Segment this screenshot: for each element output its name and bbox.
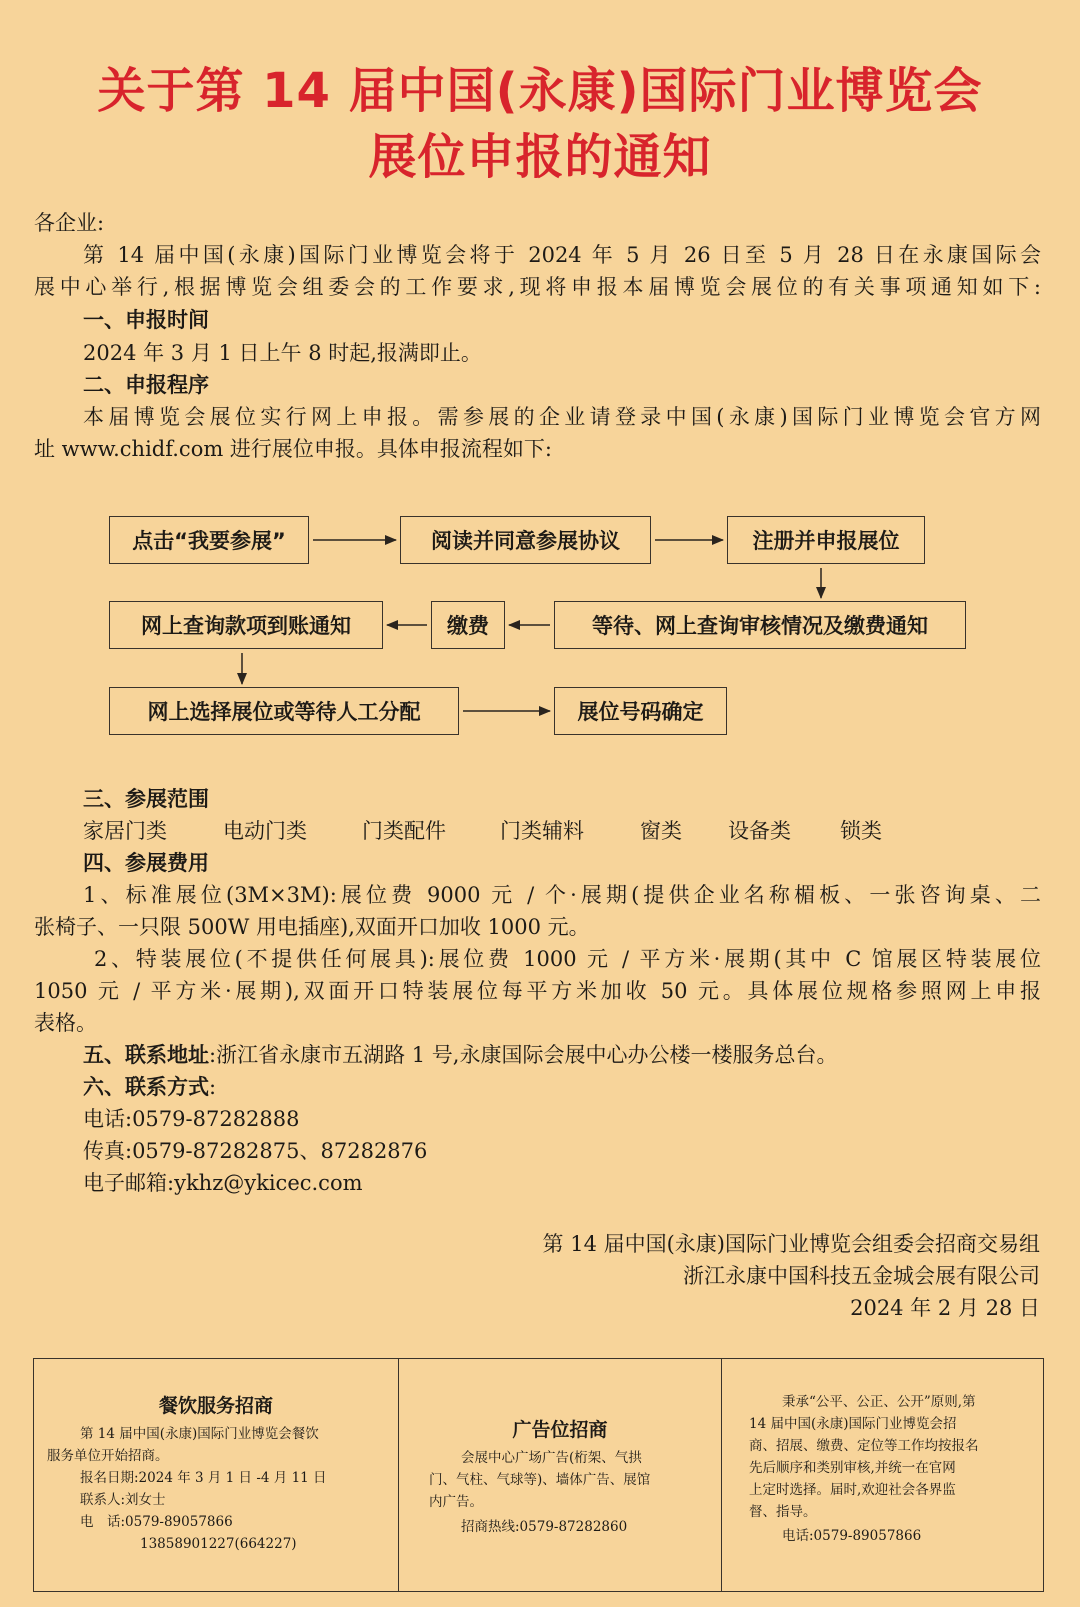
principle-line4: 先后顺序和类别审核,并统一在官网 — [749, 1460, 956, 1476]
category-item: 窗类 — [640, 819, 682, 843]
principle-line6: 督、指导。 — [749, 1504, 817, 1520]
catering-mobile: 13858901227(664227) — [140, 1536, 297, 1552]
catering-phone: 电 话:0579-89057866 — [80, 1514, 233, 1530]
fee-item2-line1: 2、特装展位(不提供任何展具):展位费 1000 元 / 平方米·展期(其中 C 馆展区特装展位 — [94, 947, 1041, 971]
flow-step-check-payment: 网上查询款项到账通知 — [109, 601, 383, 649]
catering-panel — [34, 1359, 399, 1591]
fee-item2-line2: 1050 元 / 平方米·展期),双面开口特装展位每平方米加收 50 元。具体展位规格参照网上申报 — [34, 979, 1041, 1003]
flow-step-select-booth: 网上选择展位或等待人工分配 — [109, 687, 459, 735]
flow-step-register: 注册并申报展位 — [727, 516, 925, 564]
fee-item2-line3: 表格。 — [34, 1011, 97, 1035]
section4-heading: 四、参展费用 — [83, 851, 209, 875]
page-title-line2: 展位申报的通知 — [368, 129, 712, 185]
section6-colon: : — [209, 1075, 217, 1099]
signature-org1: 第 14 届中国(永康)国际门业博览会组委会招商交易组 — [542, 1232, 1040, 1256]
signature-date: 2024 年 2 月 28 日 — [850, 1296, 1040, 1320]
flow-step-payment: 缴费 — [431, 601, 505, 649]
ads-line1: 会展中心广场广告(桁架、气拱 — [461, 1450, 642, 1466]
contact-fax: 传真:0579-87282875、87282876 — [83, 1139, 428, 1163]
intro-line1: 第 14 届中国(永康)国际门业博览会将于 2024 年 5 月 26 日至 5 月 28 日在永康国际会 — [83, 243, 1041, 267]
principle-line2: 14 届中国(永康)国际门业博览会招 — [749, 1416, 957, 1432]
ads-hotline: 招商热线:0579-87282860 — [461, 1519, 628, 1535]
category-item: 家居门类 — [83, 819, 167, 843]
catering-line1: 第 14 届中国(永康)国际门业博览会餐饮 — [80, 1426, 319, 1442]
section2-heading: 二、申报程序 — [83, 373, 209, 397]
principle-phone: 电话:0579-89057866 — [782, 1528, 922, 1544]
principle-line1: 秉承“公平、公正、公开”原则,第 — [782, 1394, 976, 1410]
ads-line3: 内广告。 — [429, 1494, 483, 1510]
ads-line2: 门、气柱、气球等)、墙体广告、展馆 — [429, 1472, 651, 1488]
section2-line1: 本届博览会展位实行网上申报。需参展的企业请登录中国(永康)国际门业博览会官方网 — [83, 405, 1041, 429]
ads-panel — [399, 1359, 722, 1591]
section1-heading: 一、申报时间 — [83, 308, 209, 332]
bottom-info-panel — [33, 1358, 1044, 1592]
catering-title: 餐饮服务招商 — [158, 1395, 273, 1417]
fee-item1-line1: 1、标准展位(3M×3M):展位费 9000 元 / 个·展期(提供企业名称楣板、一张咨询桌、二 — [83, 883, 1041, 907]
salutation: 各企业: — [34, 211, 105, 235]
flow-step-wait-review: 等待、网上查询审核情况及缴费通知 — [554, 601, 966, 649]
category-item: 门类配件 — [362, 819, 446, 843]
section6-line — [83, 1072, 216, 1102]
intro-line2: 展中心举行,根据博览会组委会的工作要求,现将申报本届博览会展位的有关事项通知如下: — [34, 275, 1041, 299]
section5-heading: 五、联系地址 — [83, 1043, 209, 1067]
flow-step-click-apply: 点击“我要参展” — [109, 516, 309, 564]
category-item: 电动门类 — [223, 819, 307, 843]
signature-org2: 浙江永康中国科技五金城会展有限公司 — [683, 1264, 1040, 1288]
fee-item1-line2: 张椅子、一只限 500W 用电插座),双面开口加收 1000 元。 — [34, 915, 590, 939]
contact-address: :浙江省永康市五湖路 1 号,永康国际会展中心办公楼一楼服务总台。 — [209, 1043, 838, 1067]
contact-phone: 电话:0579-87282888 — [83, 1107, 300, 1131]
section1-text: 2024 年 3 月 1 日上午 8 时起,报满即止。 — [83, 341, 482, 365]
catering-contact: 联系人:刘女士 — [80, 1492, 166, 1508]
catering-date: 报名日期:2024 年 3 月 1 日 -4 月 11 日 — [80, 1470, 327, 1486]
principle-panel — [722, 1359, 1042, 1591]
flow-step-read-agreement: 阅读并同意参展协议 — [400, 516, 651, 564]
principle-line3: 商、招展、缴费、定位等工作均按报名 — [749, 1438, 979, 1454]
section5-line — [83, 1040, 837, 1070]
ads-title: 广告位招商 — [512, 1419, 608, 1441]
section2-line2: 址 www.chidf.com 进行展位申报。具体申报流程如下: — [34, 437, 552, 461]
catering-line2: 服务单位开始招商。 — [47, 1448, 169, 1464]
principle-line5: 上定时选择。届时,欢迎社会各界监 — [749, 1482, 956, 1498]
page-title-line1: 关于第 14 届中国(永康)国际门业博览会 — [97, 63, 983, 119]
category-item: 门类辅料 — [500, 819, 584, 843]
section3-heading: 三、参展范围 — [83, 787, 209, 811]
flow-step-booth-confirmed: 展位号码确定 — [554, 687, 727, 735]
section6-heading: 六、联系方式 — [83, 1075, 209, 1099]
category-item: 锁类 — [840, 819, 882, 843]
category-item: 设备类 — [728, 819, 791, 843]
contact-email: 电子邮箱:ykhz@ykicec.com — [83, 1171, 363, 1195]
